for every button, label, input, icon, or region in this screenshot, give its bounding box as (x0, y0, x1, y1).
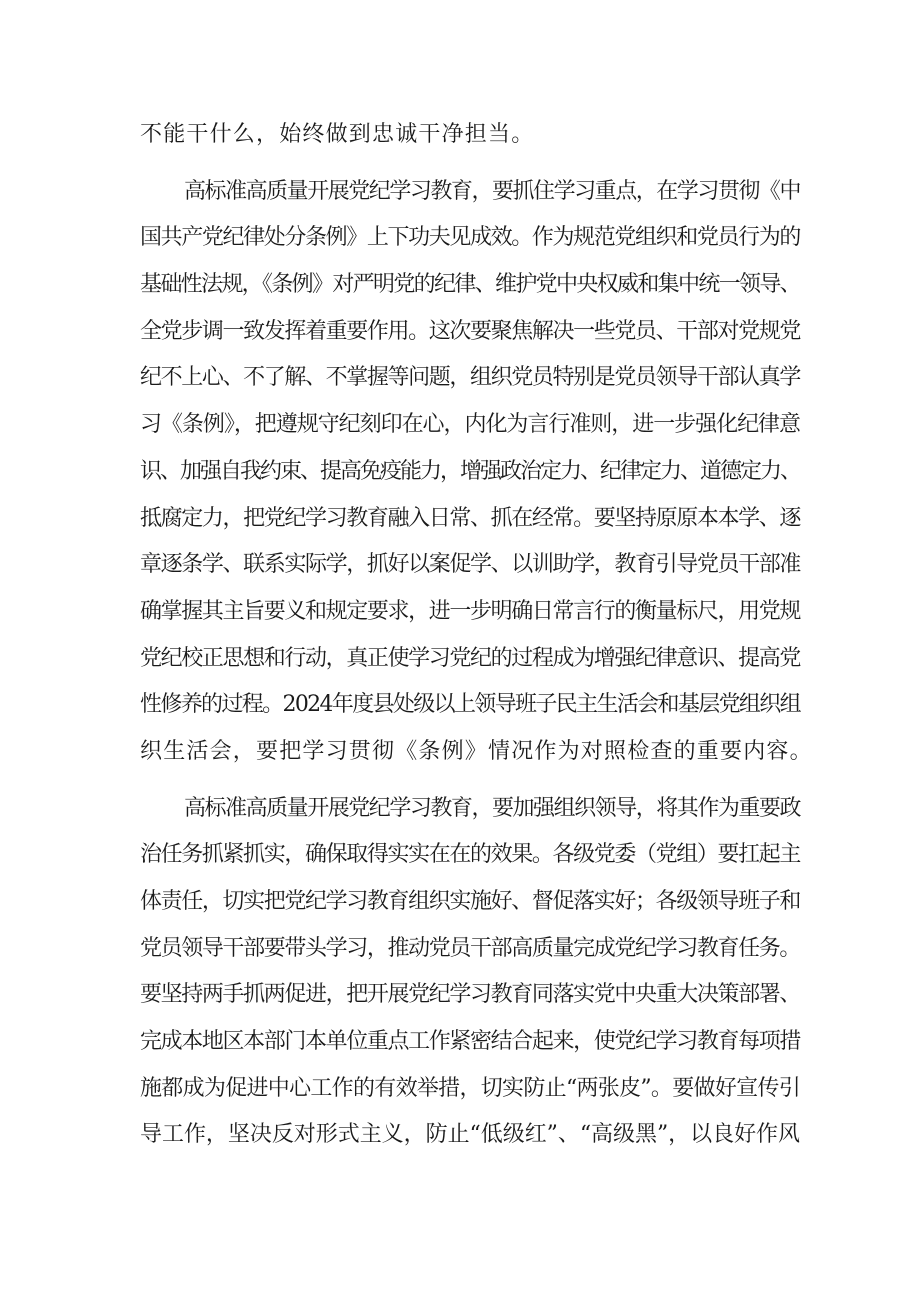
text-line: 高标准高质量开展党纪学习教育，要抓住学习重点，在学习贯彻《中 (184, 178, 800, 204)
text-line: 习《条例》，把遵规守纪刻印在心，内化为言行准则，进一步强化纪律意 (140, 412, 800, 438)
text-line: 抵腐定力，把党纪学习教育融入日常、抓在经常。要坚持原原本本学、逐 (140, 505, 801, 531)
text-line: 章逐条学、联系实际学，抓好以案促学、以训助学，教育引导党员干部准 (140, 552, 801, 578)
text-line: 党纪校正思想和行动，真正使学习党纪的过程成为增强纪律意识、提高党 (140, 645, 801, 671)
text-line: 织生活会，要把学习贯彻《条例》情况作为对照检查的重要内容。 (140, 738, 813, 764)
text-line: 施都成为促进中心工作的有效举措，切实防止“两张皮”。要做好宣传引 (140, 1075, 801, 1101)
text-line: 要坚持两手抓两促进，把开展党纪学习教育同落实党中央重大决策部署、 (140, 982, 801, 1008)
text-line: 基础性法规，《条例》对严明党的纪律、维护党中央权威和集中统一领导、 (140, 272, 800, 298)
text-line: 纪不上心、不了解、不掌握等问题，组织党员特别是党员领导干部认真学 (140, 365, 801, 391)
text-line: 完成本地区本部门本单位重点工作紧密结合起来，使党纪学习教育每项措 (140, 1029, 801, 1055)
paragraph-study (140, 169, 813, 776)
text-line: 体责任，切实把党纪学习教育组织实施好、督促落实好；各级领导班子和 (140, 889, 801, 914)
text-line: 党员领导干部要带头学习，推动党员干部高质量完成党纪学习教育任务。 (140, 935, 801, 961)
document-body (140, 112, 813, 1159)
text-line: 识、加强自我约束、提高免疫能力，增强政治定力、纪律定力、道德定力、 (140, 458, 801, 484)
text-line: 治任务抓紧抓实，确保取得实实在在的效果。各级党委（党组）要扛起主 (140, 842, 801, 868)
paragraph-leadership (140, 786, 800, 1160)
text-line: 导工作，坚决反对形式主义，防止“低级红”、“高级黑”，以良好作风 (140, 1122, 800, 1148)
text-line: 高标准高质量开展党纪学习教育，要加强组织领导，将其作为重要政 (184, 795, 800, 821)
paragraph-intro (140, 112, 800, 159)
text-line: 国共产党纪律处分条例》上下功夫见成效。作为规范党组织和党员行为的 (140, 225, 801, 251)
text-line: 全党步调一致发挥着重要作用。这次要聚焦解决一些党员、干部对党规党 (140, 318, 801, 344)
text-line: 确掌握其主旨要义和规定要求，进一步明确日常言行的衡量标尺，用党规 (140, 598, 801, 624)
text-line: 性修养的过程。2024年度县处级以上领导班子民主生活会和基层党组织组 (140, 692, 800, 718)
text-line: 不能干什么，始终做到忠诚干净担当。 (140, 122, 535, 147)
